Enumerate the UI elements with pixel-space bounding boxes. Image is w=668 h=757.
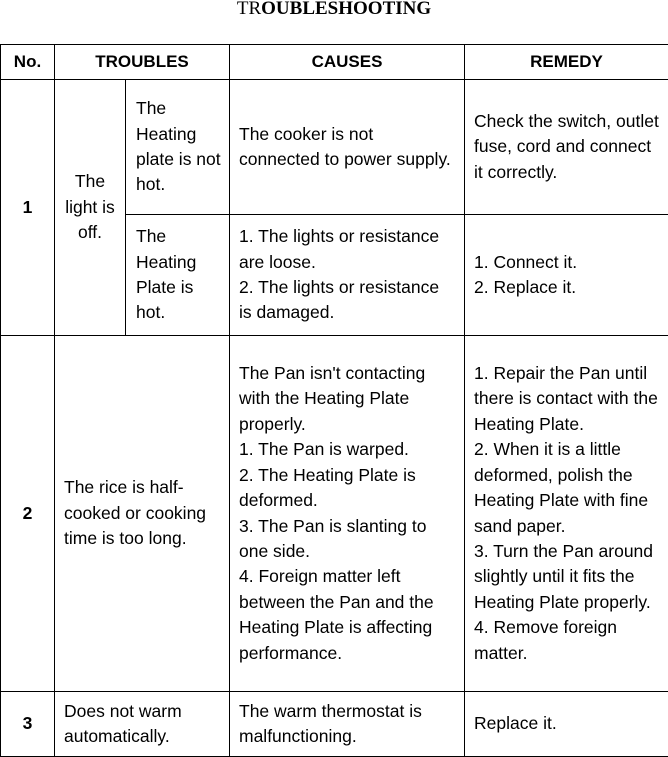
- trouble-cell: Does not warm automatically.: [55, 692, 230, 757]
- title-rest: OUBLESHOOTING: [261, 0, 431, 19]
- trouble-cell: The rice is half-cooked or cooking time is too long.: [55, 336, 230, 692]
- condition-cell: The Heating plate is not hot.: [126, 80, 230, 215]
- header-troubles: TROUBLES: [55, 45, 230, 80]
- remedy-cell: 1. Repair the Pan until there is contact with the Heating Plate. 2. When it is a little deformed, polish the Heating Plate with fine sand paper. 3. Turn the Pan around slightly until it fits the Heating Plate properly. 4. Remove foreign matter.: [465, 336, 668, 692]
- table-row: [1, 692, 668, 757]
- cause-cell: The cooker is not connected to power supply.: [230, 80, 465, 215]
- page-title: [0, 0, 668, 20]
- cause-cell: The Pan isn't contacting with the Heating Plate properly. 1. The Pan is warped. 2. The Heating Plate is deformed. 3. The Pan is slanting to one side. 4. Foreign matter left between the Pan and the Heating Plate is affecting performance.: [230, 336, 465, 692]
- row-number: 3: [1, 692, 55, 757]
- remedy-cell: 1. Connect it. 2. Replace it.: [465, 215, 668, 336]
- table-row: [1, 80, 668, 215]
- condition-cell: The Heating Plate is hot.: [126, 215, 230, 336]
- row-number: 1: [1, 80, 55, 336]
- trouble-cell: The light is off.: [55, 80, 126, 336]
- remedy-cell: Check the switch, outlet fuse, cord and connect it correctly.: [465, 80, 668, 215]
- title-lead: TR: [237, 0, 261, 19]
- header-row: [1, 45, 668, 80]
- header-causes: CAUSES: [230, 45, 465, 80]
- row-number: 2: [1, 336, 55, 692]
- troubleshooting-table: [0, 44, 668, 757]
- remedy-cell: Replace it.: [465, 692, 668, 757]
- header-remedy: REMEDY: [465, 45, 668, 80]
- header-no: No.: [1, 45, 55, 80]
- cause-cell: 1. The lights or resistance are loose. 2. The lights or resistance is damaged.: [230, 215, 465, 336]
- cause-cell: The warm thermostat is malfunctioning.: [230, 692, 465, 757]
- table-row: [1, 336, 668, 692]
